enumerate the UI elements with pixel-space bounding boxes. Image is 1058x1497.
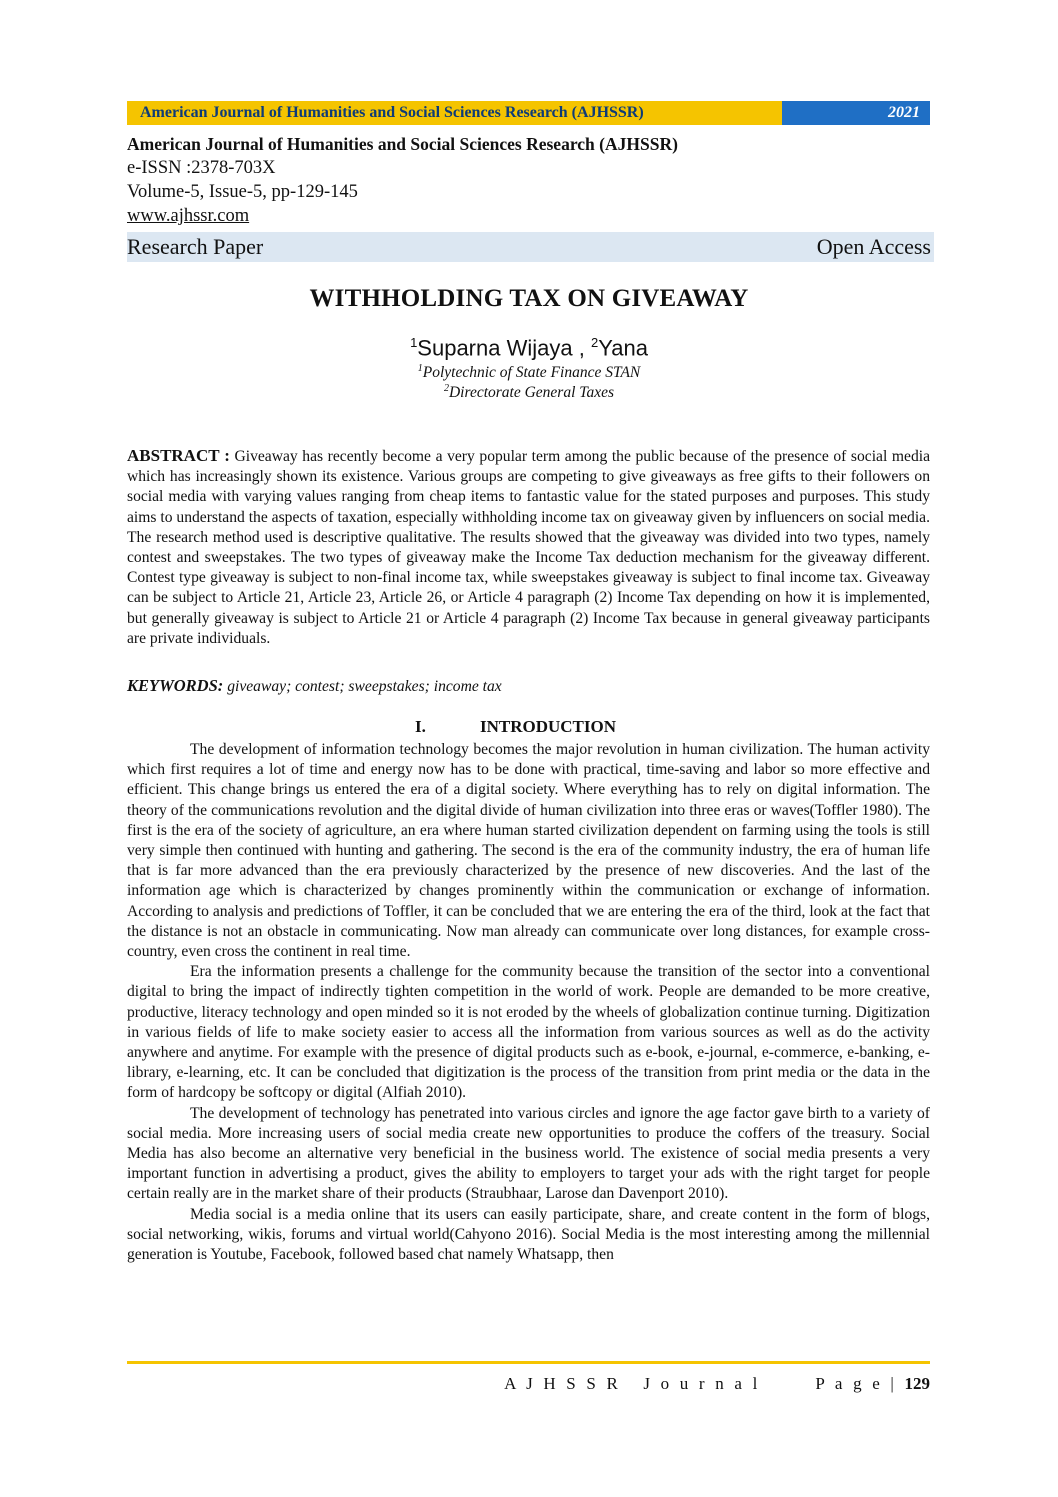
meta-journal-name: American Journal of Humanities and Social Sciences Research (AJHSSR)	[127, 134, 678, 154]
footer-page-number: 129	[904, 1374, 930, 1393]
author-1-sup: 1	[410, 335, 418, 350]
meta-volume: Volume-5, Issue-5, pp-129-145	[127, 182, 358, 202]
keywords	[127, 676, 930, 696]
author-2-sup: 2	[590, 335, 599, 350]
section-number: I.	[415, 717, 426, 736]
author-list	[0, 335, 1058, 361]
article-type: Research Paper	[127, 234, 264, 259]
page-footer	[504, 1374, 930, 1394]
paragraph: Media social is a media online that its users can easily participate, share, and create content in the form of blogs, social networking, wikis, forums and virtual world(Cahyono 2016). Social Media is the most interesting among the millennial generation is Youtube, Facebook, followed based chat namely Whatsapp, then	[127, 1205, 930, 1264]
affiliation-1	[0, 363, 1058, 382]
keywords-label: KEYWORDS:	[127, 676, 224, 695]
introduction-body	[127, 740, 930, 1265]
author-1-name: Suparna Wijaya	[417, 335, 573, 361]
abstract	[127, 446, 930, 649]
section-title: INTRODUCTION	[480, 717, 617, 736]
running-header-year: 2021	[782, 101, 930, 125]
meta-website-link[interactable]: www.ajhssr.com	[127, 206, 250, 226]
affiliation-2	[0, 383, 1058, 402]
affiliation-1-sup: 1	[417, 363, 423, 374]
paragraph: The development of information technology becomes the major revolution in human civilization. The human activity which first requires a lot of time and energy now has to be done with practical, time-saving and labor so more effective and efficient. This change brings us entered the era of a digital society. Where everything has to rely on digital information. The theory of the communications revolution and the digital divide of human civilization into three eras or waves(Toffler 1980). The first is the era of the society of agriculture, an era where human started civilization dependent on farming using the tools is still very simple then continued with hunting and gathering. The second is the era of the community industry, the era of human life that is far more advanced than the era previously characterized by the presence of new discoveries. And the last of the information age which is characterized by changes prominently within the communication or exchange of information. According to analysis and predictions of Toffler, it can be concluded that we are entering the era of the third, look at the fact that the distance is not an obstacle in communicating. Now man already can communicate over long distances, for example cross-country, even cross the continent in real time.	[127, 741, 930, 961]
access-type: Open Access	[816, 234, 931, 259]
paper-title: WITHHOLDING TAX ON GIVEAWAY	[309, 285, 749, 312]
running-header-journal: American Journal of Humanities and Social Sciences Research (AJHSSR)	[127, 101, 782, 125]
running-header	[127, 101, 930, 125]
article-type-bar	[127, 232, 934, 262]
meta-issn: e-ISSN :2378-703X	[127, 158, 276, 178]
abstract-text: Giveaway has recently become a very popular term among the public because of the presence of social media which has increasingly shown its existence. Various groups are competing to give giveaways as free gifts to their followers on social media with varying values ranging from cheap items to fantastic value for the stated purposes and purposes. This study aims to understand the aspects of taxation, especially withholding income tax on giveaway given by influencers on social media. The research method used is descriptive qualitative. The results showed that the giveaway was divided into two types, namely contest and sweepstakes. The two types of giveaway make the Income Tax deduction mechanism for the giveaway different. Contest type giveaway is subject to non-final income tax, while sweepstakes giveaway is subject to final income tax. Giveaway can be subject to Article 21, Article 23, Article 26, or Article 4 paragraph (2) Income Tax depending on how it is implemented, but generally giveaway is subject to Article 21 or Article 4 paragraph (2) Income Tax because in general giveaway participants are private individuals.	[127, 448, 931, 647]
author-2-name: Yana	[598, 335, 648, 361]
journal-meta	[127, 132, 930, 228]
keywords-text: giveaway; contest; sweepstakes; income tax	[227, 678, 502, 695]
footer-divider	[127, 1361, 930, 1364]
affiliation-2-name: Directorate General Taxes	[448, 384, 615, 402]
abstract-label: ABSTRACT :	[127, 446, 230, 465]
footer-page-label: P a g e |	[815, 1374, 898, 1393]
footer-journal: A J H S S R J o u r n a l	[504, 1374, 761, 1393]
affiliation-1-name: Polytechnic of State Finance STAN	[422, 364, 641, 382]
affiliation-2-sup: 2	[443, 383, 449, 394]
paragraph: The development of technology has penetrated into various circles and ignore the age factor gave birth to a variety of social media. More increasing users of social media create new opportunities to produce the coffers of the treasury. Social Media has also become an alternative very beneficial in the business world. The existence of social media presents a very important function in advertising a product, gives the ability to employers to target your ads with the right target for people certain really are in the market share of their products (Straubhaar, Larose dan Davenport 2010).	[127, 1104, 930, 1203]
author-separator: ,	[572, 335, 591, 361]
paragraph: Era the information presents a challenge for the community because the transition of the sector into a conventional digital to bring the impact of indirectly tighten competition in the world of work. People are demanded to be more creative, productive, literacy technology and open minded so it is not eroded by the wheels of globalization continue turning. Digitization in various fields of life to make society easier to access all the information from various sources as well as do the activity anywhere and anytime. For example with the presence of digital products such as e-book, e-journal, e-commerce, e-banking, e-library, e-learning, etc. It can be concluded that digitization is the process of the transition from print media or the data in the form of hardcopy be softcopy or digital (Alfiah 2010).	[127, 963, 930, 1102]
